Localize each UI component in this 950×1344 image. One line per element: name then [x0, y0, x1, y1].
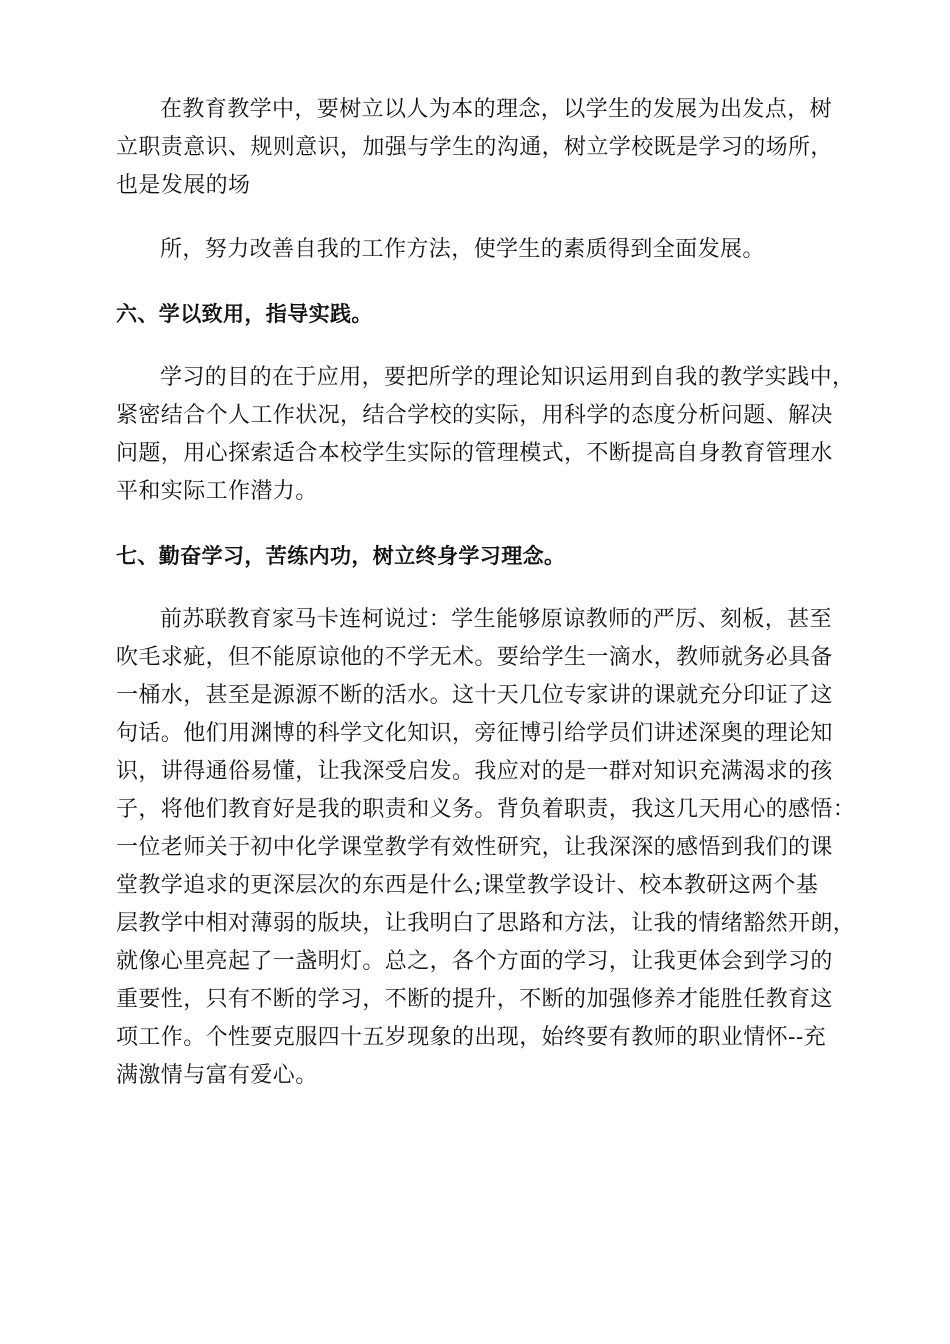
section-heading-7: 七、勤奋学习，苦练内功，树立终身学习理念。 [116, 544, 566, 568]
paragraph-1 [116, 91, 836, 205]
text-line: 紧密结合个人工作状况，结合学校的实际，用科学的态度分析问题、解决 [116, 403, 833, 428]
text-line: 一桶水，甚至是源源不断的活水。这十天几位专家讲的课就充分印证了这 [116, 683, 833, 708]
section-heading-6: 六、学以致用，指导实践。 [116, 302, 373, 326]
text-line: 就像心里亮起了一盏明灯。总之，各个方面的学习，让我更体会到学习的 [116, 949, 833, 974]
text-line: 也是发展的场 [116, 173, 251, 198]
document-page [116, 91, 856, 1121]
text-line: 一位老师关于初中化学课堂教学有效性研究，让我深深的感悟到我们的课 [116, 835, 833, 860]
text-line: 重要性，只有不断的学习，不断的提升，不断的加强修养才能胜任教育这 [116, 987, 833, 1012]
text-line: 识，讲得通俗易懂，让我深受启发。我应对的是一群对知识充满渴求的孩 [116, 759, 833, 784]
text-line: 前苏联教育家马卡连柯说过：学生能够原谅教师的严厉、刻板，甚至 [160, 607, 833, 632]
text-line: 堂教学追求的更深层次的东西是什么;课堂教学设计、校本教研这两个基 [116, 873, 819, 898]
text-line: 子，将他们教育好是我的职责和义务。背负着职责，我这几天用心的感悟： [116, 797, 856, 822]
text-line: 吹毛求疵，但不能原谅他的不学无术。要给学生一滴水，教师就务必具备 [116, 645, 833, 670]
text-line: 满激情与富有爱心。 [116, 1063, 318, 1088]
text-line: 项工作。个性要克服四十五岁现象的出现，始终要有教师的职业情怀--充 [116, 1025, 827, 1050]
paragraph-2 [116, 231, 836, 269]
text-line: 问题，用心探索适合本校学生实际的管理模式，不断提高自身教育管理水 [116, 441, 833, 466]
paragraph-4 [116, 601, 856, 1095]
text-line: 立职责意识、规则意识，加强与学生的沟通，树立学校既是学习的场所， [116, 135, 833, 160]
text-line: 在教育教学中，要树立以人为本的理念，以学生的发展为出发点，树 [160, 97, 833, 122]
text-line: 平和实际工作潜力。 [116, 479, 318, 504]
text-line: 学习的目的在于应用，要把所学的理论知识运用到自我的教学实践中， [160, 365, 855, 390]
text-line: 所，努力改善自我的工作方法，使学生的素质得到全面发展。 [160, 237, 765, 262]
text-line: 句话。他们用渊博的科学文化知识，旁征博引给学员们讲述深奥的理论知 [116, 721, 833, 746]
paragraph-3 [116, 359, 855, 511]
text-line: 层教学中相对薄弱的版块，让我明白了思路和方法，让我的情绪豁然开朗， [116, 911, 856, 936]
